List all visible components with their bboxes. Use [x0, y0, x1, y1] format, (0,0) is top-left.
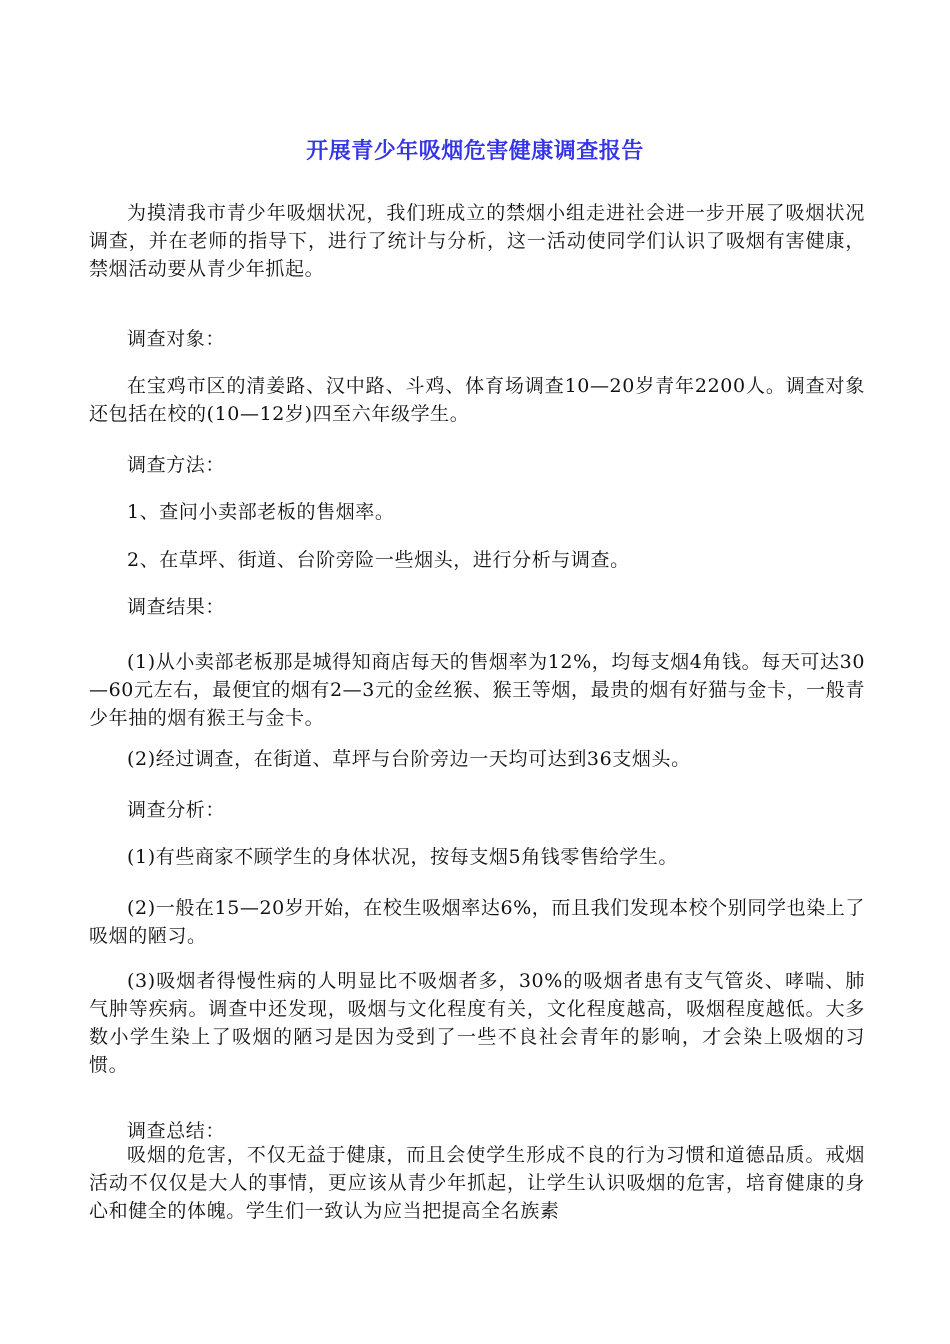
section-heading-summary: 调查总结：: [127, 1120, 226, 1142]
method-item-2: 2、在草坪、街道、台阶旁险一些烟头，进行分析与调查。: [127, 549, 630, 571]
analysis-item-2: (2)一般在15—20岁开始，在校生吸烟率达6%，而且我们发现本校个别同学也染上了吸烟的陋习。: [89, 897, 866, 947]
section-heading-method: 调查方法：: [127, 454, 226, 476]
subject-paragraph: 在宝鸡市区的清姜路、汉中路、斗鸡、体育场调查10—20岁青年2200人。调查对象还包括在校的(10—12岁)四至六年级学生。: [89, 375, 865, 425]
analysis-item-1: (1)有些商家不顾学生的身体状况，按每支烟5角钱零售给学生。: [127, 846, 679, 868]
document-title: 开展青少年吸烟危害健康调查报告: [306, 139, 644, 164]
section-heading-result: 调查结果：: [127, 596, 226, 618]
result-item-2: (2)经过调查，在街道、草坪与台阶旁边一天均可达到36支烟头。: [127, 748, 691, 770]
analysis-item-3: (3)吸烟者得慢性病的人明显比不吸烟者多，30%的吸烟者患有支气管炎、哮喘、肺气肿等疾病。调查中还发现，吸烟与文化程度有关，文化程度越高，吸烟程度越低。大多数小学生染上了吸烟的陋习是因为受到了一些不良社会青年的影响，才会染上吸烟的习惯。: [89, 970, 865, 1076]
method-item-1: 1、查问小卖部老板的售烟率。: [127, 501, 395, 523]
intro-paragraph: 为摸清我市青少年吸烟状况，我们班成立的禁烟小组走进社会进一步开展了吸烟状况调查，并在老师的指导下，进行了统计与分析，这一活动使同学们认识了吸烟有害健康，禁烟活动要从青少年抓起。: [89, 202, 865, 280]
result-item-1: (1)从小卖部老板那是城得知商店每天的售烟率为12%，均每支烟4角钱。每天可达30—60元左右，最便宜的烟有2—3元的金丝猴、猴王等烟，最贵的烟有好猫与金卡，一般青少年抽的烟有猴王与金卡。: [89, 651, 866, 729]
section-heading-analysis: 调查分析：: [127, 799, 226, 821]
summary-paragraph: 吸烟的危害，不仅无益于健康，而且会使学生形成不良的行为习惯和道德品质。戒烟活动不仅仅是大人的事情，更应该从青少年抓起，让学生认识吸烟的危害，培育健康的身心和健全的体魄。学生们一致认为应当把提高全名族素: [89, 1144, 865, 1222]
section-heading-subject: 调查对象：: [127, 328, 226, 350]
